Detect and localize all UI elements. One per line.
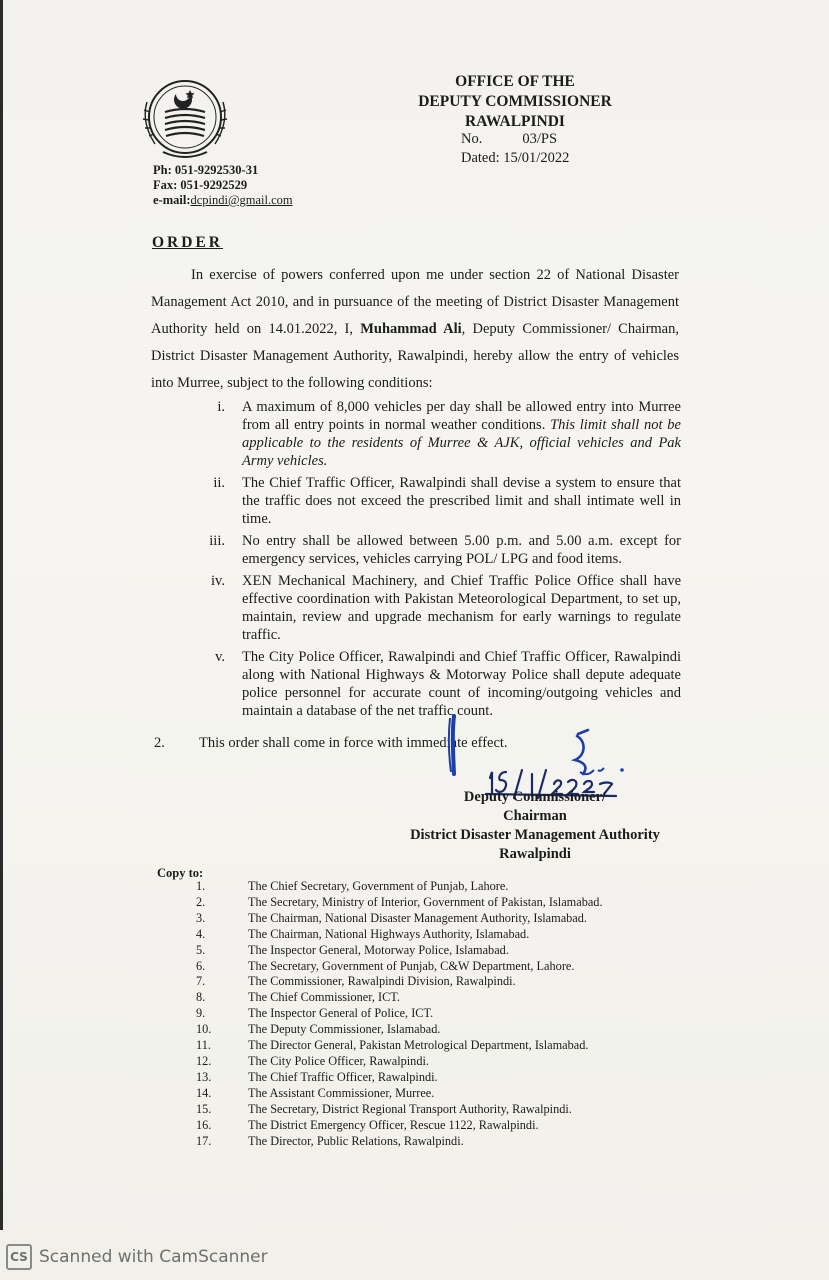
condition-number: iv. <box>211 573 225 589</box>
copy-recipient: The City Police Officer, Rawalpindi. <box>248 1053 429 1068</box>
condition-text: XEN Mechanical Machinery, and Chief Traffic Police Office shall have effective coordination with Pakistan Meteorological Department, to set up, maintain, review and upgrade mechanism for early warnings to regulate traffic. <box>242 573 681 643</box>
copy-recipient: The Secretary, Ministry of Interior, Government of Pakistan, Islamabad. <box>248 894 603 909</box>
condition-item <box>195 532 681 568</box>
copy-number: 17. <box>196 1133 212 1148</box>
list-item <box>196 1022 656 1038</box>
signatory-role: Chairman <box>503 808 567 824</box>
copy-number: 14. <box>196 1085 212 1100</box>
copy-number: 1. <box>196 879 206 893</box>
signatory-authority: District Disaster Management Authority <box>410 827 660 843</box>
list-item <box>196 1038 656 1054</box>
dated-label: Dated: <box>461 150 500 166</box>
email-label: e-mail: <box>153 193 191 207</box>
copy-recipient: The Inspector General of Police, ICT. <box>248 1006 434 1021</box>
copy-number: 3. <box>196 910 206 925</box>
camscanner-logo-icon: CS <box>6 1244 32 1270</box>
condition-text: The Chief Traffic Officer, Rawalpindi shall devise a system to ensure that the traffic does not exceed the prescribed limit and shall intimate well in time. <box>242 475 681 527</box>
list-item <box>196 1086 656 1102</box>
list-item <box>196 943 656 959</box>
condition-exemption: This limit shall not be applicable to the residents of Murree & AJK, official vehicles and Pak Army vehicles. <box>242 417 681 469</box>
copy-number: 7. <box>196 974 206 989</box>
condition-text: No entry shall be allowed between 5.00 p.m. and 5.00 a.m. except for emergency services, vehicles carrying POL/ LPG and food items. <box>242 533 681 567</box>
condition-item <box>195 648 681 720</box>
copy-number: 11. <box>196 1038 211 1053</box>
scan-edge <box>0 0 3 1230</box>
copy-recipient: The Chairman, National Highways Authority, Islamabad. <box>248 926 530 941</box>
copy-recipient: The Inspector General, Motorway Police, Islamabad. <box>248 942 509 957</box>
order-intro <box>151 262 679 397</box>
signatory-city: Rawalpindi <box>499 846 571 862</box>
conditions-list <box>195 398 681 724</box>
copy-number: 10. <box>196 1022 212 1037</box>
list-item <box>196 1054 656 1070</box>
camscanner-watermark <box>6 1244 268 1270</box>
condition-number: v. <box>215 649 225 665</box>
copy-recipient: The Deputy Commissioner, Islamabad. <box>248 1022 441 1037</box>
condition-text: The City Police Officer, Rawalpindi and Chief Traffic Officer, Rawalpindi along with National Highways & Motorway Police shall depute adequate police personnel for accurate count of incoming/outgoing vehicles and maintain a database of the net traffic count. <box>242 649 681 719</box>
condition-number: iii. <box>209 533 225 549</box>
email-address: dcpindi@gmail.com <box>190 193 293 207</box>
copy-number: 5. <box>196 942 206 957</box>
dated-value: 15/01/2022 <box>503 150 570 166</box>
order-title: ORDER <box>152 234 223 251</box>
copy-number: 6. <box>196 958 206 973</box>
list-item <box>196 1006 656 1022</box>
phone-number: Ph: 051-9292530-31 <box>153 163 259 177</box>
condition-number: i. <box>217 399 225 415</box>
copy-recipient: The Director General, Pakistan Metrological Department, Islamabad. <box>248 1038 589 1053</box>
copy-recipient: The Secretary, Government of Punjab, C&W Department, Lahore. <box>248 958 575 973</box>
list-item <box>196 1102 656 1118</box>
copy-to-title: Copy to: <box>157 866 204 880</box>
reference-block <box>461 130 569 168</box>
copy-number: 4. <box>196 926 206 941</box>
list-item <box>196 1134 656 1150</box>
copy-number: 9. <box>196 1006 206 1021</box>
condition-item <box>195 398 681 470</box>
condition-text: A maximum of 8,000 vehicles per day shall be allowed entry into Murree from all entry points in normal weather conditions. <box>242 399 681 433</box>
list-item <box>196 911 656 927</box>
condition-item <box>195 474 681 528</box>
paragraph-2-text: This order shall come in force with immediate effect. <box>199 735 508 751</box>
copy-recipient: The Director, Public Relations, Rawalpindi. <box>248 1133 464 1148</box>
office-line-1: OFFICE OF THE <box>455 73 575 90</box>
signatory-designation: Deputy Commissioner/ <box>463 789 607 805</box>
list-item <box>196 959 656 975</box>
copy-recipient: The District Emergency Officer, Rescue 1122, Rawalpindi. <box>248 1117 539 1132</box>
copy-number: 15. <box>196 1101 212 1116</box>
copy-number: 12. <box>196 1053 212 1068</box>
copy-number: 13. <box>196 1069 212 1084</box>
copy-recipient: The Chief Commissioner, ICT. <box>248 990 400 1005</box>
no-label: No. <box>461 131 483 147</box>
watermark-text: Scanned with CamScanner <box>39 1247 268 1267</box>
list-item <box>196 990 656 1006</box>
punjab-emblem-icon <box>135 72 235 162</box>
paragraph-2-number: 2. <box>154 735 165 751</box>
list-item <box>196 974 656 990</box>
office-line-2: DEPUTY COMMISSIONER <box>418 93 612 110</box>
condition-number: ii. <box>213 475 225 491</box>
copy-number: 2. <box>196 894 206 909</box>
office-heading <box>400 72 630 132</box>
list-item <box>196 1070 656 1086</box>
signatory-block <box>390 788 680 864</box>
copy-recipient: The Assistant Commissioner, Murree. <box>248 1085 435 1100</box>
no-value: 03/PS <box>522 131 558 147</box>
intro-part-1: In exercise of powers conferred upon me under section 22 of National Disaster Management Act 2010, and in pursuance of the meeting of District Disaster Management Authority held on 14.01.2022, I, <box>151 267 679 337</box>
copy-number: 8. <box>196 990 206 1005</box>
list-item <box>196 1118 656 1134</box>
condition-item <box>195 572 681 644</box>
fax-number: Fax: 051-9292529 <box>153 178 248 192</box>
list-item <box>196 895 656 911</box>
contact-block <box>153 163 293 208</box>
copy-recipient: The Chairman, National Disaster Management Authority, Islamabad. <box>248 910 587 925</box>
office-line-3: RAWALPINDI <box>465 113 565 130</box>
copy-number: 16. <box>196 1117 212 1132</box>
list-item <box>196 879 656 895</box>
copy-recipient: The Chief Traffic Officer, Rawalpindi. <box>248 1069 438 1084</box>
copy-recipient: The Secretary, District Regional Transport Authority, Rawalpindi. <box>248 1101 572 1116</box>
copy-to-list <box>196 879 656 1149</box>
officer-name: Muhammad Ali <box>360 321 462 337</box>
intro-part-2: , Deputy Commissioner/ Chairman, District Disaster Management Authority, Rawalpindi, hereby allow the entry of vehicles into Murree, subject to the following conditions: <box>151 321 679 391</box>
copy-recipient: The Commissioner, Rawalpindi Division, Rawalpindi. <box>248 974 516 989</box>
list-item <box>196 927 656 943</box>
copy-recipient: The Chief Secretary, Government of Punjab, Lahore. <box>248 879 509 893</box>
